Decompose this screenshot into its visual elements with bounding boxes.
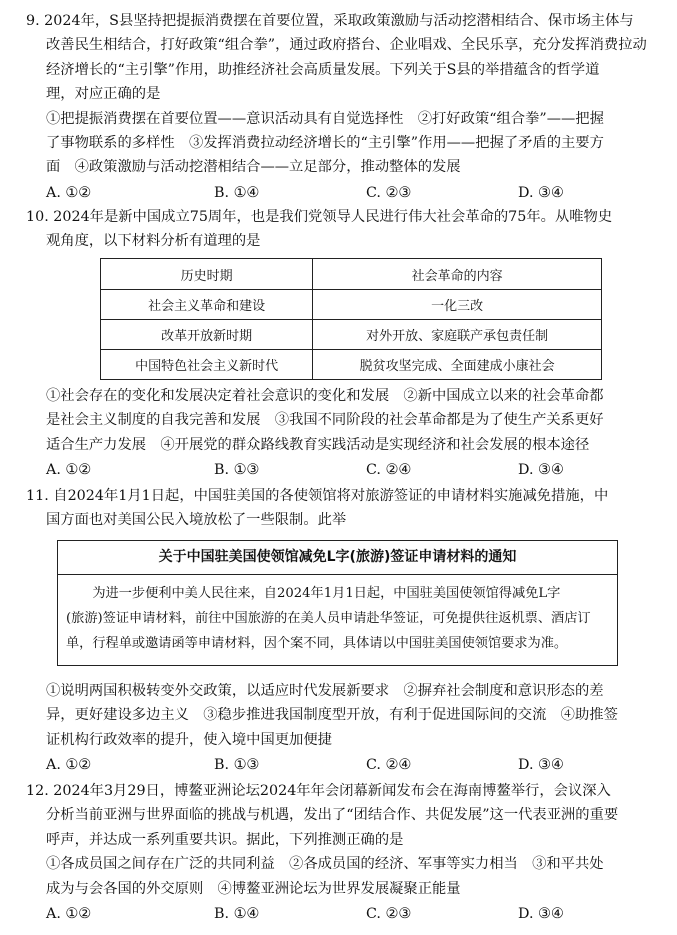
notice-title: 关于中国驻美国使领馆减免L字(旅游)签证申请材料的通知: [58, 541, 617, 575]
option-a[interactable]: A. ①②: [46, 757, 92, 773]
table-header: 社会革命的内容: [313, 259, 602, 290]
question-9-statement-line: 了事物联系的多样性 ③发挥消费拉动经济增长的“主引擎”作用——把握了矛盾的主要方: [46, 134, 604, 151]
notice-line: 为进一步便利中美人民往来，自2024年1月1日起，中国驻美国使领馆得减免L字: [66, 586, 561, 601]
table-cell: 改革开放新时期: [101, 320, 313, 350]
option-a[interactable]: A. ①②: [46, 185, 92, 201]
question-12-statement-line: 成为与会各国的外交原则 ④博鳌亚洲论坛为世界发展凝聚正能量: [46, 880, 461, 897]
option-c[interactable]: C. ②④: [366, 462, 412, 478]
question-12-stem-line: 分析当前亚洲与世界面临的挑战与机遇，发出了“团结合作、共促发展”这一代表亚洲的重要: [46, 807, 619, 824]
question-11-statement-line: 异，更好建设多边主义 ③稳步推进我国制度型开放，有利于促进国际间的交流 ④助推签: [46, 707, 618, 724]
table-row: [101, 320, 602, 350]
question-10-statement-line: 是社会主义制度的自我完善和发展 ③我国不同阶段的社会革命都是为了使生产关系更好: [46, 412, 604, 429]
question-11-statements: [26, 679, 656, 752]
option-b[interactable]: B. ①④: [214, 185, 260, 201]
option-c[interactable]: C. ②③: [366, 906, 412, 922]
table-cell: 中国特色社会主义新时代: [101, 350, 313, 380]
option-d[interactable]: D. ③④: [518, 757, 564, 773]
option-c[interactable]: C. ②③: [366, 185, 412, 201]
option-b[interactable]: B. ①④: [214, 906, 260, 922]
question-11: [26, 484, 656, 533]
notice-line: (旅游)签证申请材料，前往中国旅游的在美人员申请赴华签证，可免提供往返机票、酒店订: [66, 611, 591, 626]
option-b[interactable]: B. ①③: [214, 462, 260, 478]
question-12: [26, 779, 656, 901]
question-9-stem-line: 9. 2024年，S县坚持把提振消费摆在首要位置，采取政策激励与活动挖潜相结合、保市场主体与: [26, 13, 634, 29]
question-11-stem-line: 国方面也对美国公民入境放松了一些限制。此举: [46, 512, 347, 529]
table-cell: 脱贫攻坚完成、全面建成小康社会: [313, 350, 602, 380]
question-12-statement-line: ①各成员国之间存在广泛的共同利益 ②各成员国的经济、军事等实力相当 ③和平共处: [46, 856, 604, 873]
table-header-row: [101, 259, 602, 290]
question-10: [26, 205, 656, 254]
question-12-stem-line: 呼声，并达成一系列重要共识。据此，下列推测正确的是: [46, 831, 404, 848]
visa-notice-box: [57, 540, 618, 666]
table-row: [101, 350, 602, 380]
option-d[interactable]: D. ③④: [518, 462, 564, 478]
question-10-stem-line: 10. 2024年是新中国成立75周年，也是我们党领导人民进行伟大社会革命的75年。从唯物史: [26, 209, 613, 225]
option-d[interactable]: D. ③④: [518, 906, 564, 922]
question-12-stem-line: 12. 2024年3月29日，博鳌亚洲论坛2024年年会闭幕新闻发布会在海南博鳌举行，会议深入: [26, 783, 611, 799]
table-cell: 对外开放、家庭联产承包责任制: [313, 320, 602, 350]
option-a[interactable]: A. ①②: [46, 906, 92, 922]
question-9-stem-line: 经济增长的“主引擎”作用，助推经济社会高质量发展。下列关于S县的举措蕴含的哲学道: [46, 61, 600, 78]
question-12-options: [30, 902, 650, 926]
question-9-stem-line: 改善民生相结合，打好政策“组合拳”，通过政府搭台、企业唱戏、全民乐享，充分发挥消费拉动: [46, 37, 647, 54]
table-cell: 一化三改: [313, 290, 602, 320]
question-11-statement-line: ①说明两国积极转变外交政策，以适应时代发展新要求 ②摒弃社会制度和意识形态的差: [46, 683, 604, 699]
notice-line: 单，行程单或邀请函等申请材料，因个案不同，具体请以中国驻美国使领馆要求为准。: [66, 636, 568, 651]
question-10-stem-line: 观角度，以下材料分析有道理的是: [46, 233, 261, 250]
question-10-statements: [26, 384, 656, 457]
table-row: [101, 290, 602, 320]
option-a[interactable]: A. ①②: [46, 462, 92, 478]
option-c[interactable]: C. ②④: [366, 757, 412, 773]
option-b[interactable]: B. ①③: [214, 757, 260, 773]
question-11-options: [30, 753, 650, 777]
question-11-stem-line: 11. 自2024年1月1日起，中国驻美国的各使领馆将对旅游签证的申请材料实施减免措施，中: [26, 488, 609, 504]
question-9-statement-line: ①把提振消费摆在首要位置——意识活动具有自觉选择性 ②打好政策“组合拳”——把握: [46, 110, 604, 127]
question-10-statement-line: ①社会存在的变化和发展决定着社会意识的变化和发展 ②新中国成立以来的社会革命都: [46, 388, 604, 404]
option-d[interactable]: D. ③④: [518, 185, 564, 201]
history-table: [100, 258, 602, 380]
table-cell: 社会主义革命和建设: [101, 290, 313, 320]
notice-body: [58, 575, 617, 656]
question-9-stem-line: 理，对应正确的是: [46, 86, 161, 103]
table-header: 历史时期: [101, 259, 313, 290]
question-9-statement-line: 面 ④政策激励与活动挖潜相结合——立足部分，推动整体的发展: [46, 159, 461, 176]
question-10-options: [30, 458, 650, 482]
question-9: [26, 9, 656, 180]
question-10-statement-line: 适合生产力发展 ④开展党的群众路线教育实践活动是实现经济和社会发展的根本途径: [46, 436, 590, 453]
question-11-statement-line: 证机构行政效率的提升，使入境中国更加便捷: [46, 731, 332, 748]
question-9-options: [30, 181, 650, 205]
